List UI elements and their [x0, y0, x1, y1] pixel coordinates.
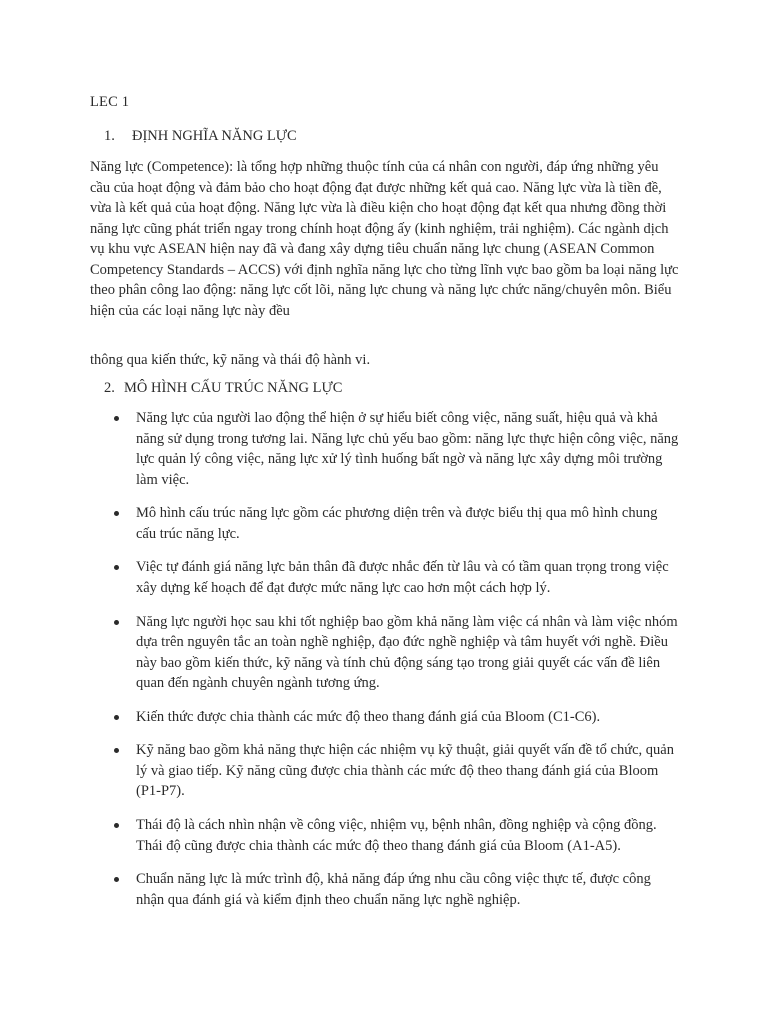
list-item [110, 815, 680, 856]
section-2-title: MÔ HÌNH CẤU TRÚC NĂNG LỰC [124, 380, 343, 396]
list-item [110, 557, 680, 598]
list-item [110, 408, 680, 490]
list-item [110, 707, 680, 728]
bullet-icon [114, 416, 119, 421]
section-1-title: ĐỊNH NGHĨA NĂNG LỰC [132, 128, 297, 144]
bullet-icon [114, 511, 119, 516]
section-1-number: 1. [104, 128, 115, 144]
list-item [110, 869, 680, 910]
list-item-text: Mô hình cấu trúc năng lực gồm các phương diện trên và được biểu thị qua mô hình chung cấu trúc năng lực. [136, 505, 658, 542]
lecture-title: LEC 1 [90, 94, 130, 110]
list-item [110, 740, 680, 802]
competency-model-list [110, 408, 680, 924]
list-item-text: Năng lực người học sau khi tốt nghiệp bao gồm khả năng làm việc cá nhân và làm việc nhóm dựa trên nguyên tắc an toàn nghề nghiệp, đạo đức nghề nghiệp và tâm huyết với nghề. Điều này bao gồm kiến thức, kỹ năng và tính chủ động sáng tạo trong giải quyết các vấn đề liên quan đến ngành chuyên ngành tương ứng. [136, 613, 678, 692]
bullet-icon [114, 877, 119, 882]
bullet-icon [114, 748, 119, 753]
list-item-text: Thái độ là cách nhìn nhận về công việc, nhiệm vụ, bệnh nhân, đồng nghiệp và cộng đồng. Thái độ cũng được chia thành các mức độ theo thang đánh giá của Bloom (A1-A5). [136, 817, 657, 854]
definition-paragraph-continued: thông qua kiến thức, kỹ năng và thái độ hành vi. [90, 352, 371, 368]
list-item-text: Việc tự đánh giá năng lực bản thân đã được nhắc đến từ lâu và có tầm quan trọng trong việc xây dựng kế hoạch để đạt được mức năng lực cao hơn một cách hợp lý. [136, 559, 669, 596]
bullet-icon [114, 620, 119, 625]
list-item-text: Kiến thức được chia thành các mức độ theo thang đánh giá của Bloom (C1-C6). [136, 708, 601, 725]
definition-paragraph: Năng lực (Competence): là tổng hợp những thuộc tính của cá nhân con người, đáp ứng những yêu cầu của hoạt động và đảm bảo cho hoạt động đạt được những kết quả cao. Năng lực vừa là tiền đề, vừa là kết quả của hoạt động. Năng lực vừa là điều kiện cho hoạt động đạt kết qua nhưng đồng thời năng lực cũng phát triển ngay trong chính hoạt động ấy (kinh nghiệm, trải nghiệm). Các ngành dịch vụ khu vực ASEAN hiện nay đã và đang xây dựng tiêu chuẩn năng lực chung (ASEAN Common Competency Standards – ACCS) với định nghĩa năng lực cho từng lĩnh vực bao gồm ba loại năng lực theo phân công lao động: năng lực cốt lõi, năng lực chung và năng lực chức năng/chuyên môn. Biểu hiện của các loại năng lực này đều [90, 159, 679, 319]
list-item [110, 503, 680, 544]
bullet-icon [114, 715, 119, 720]
bullet-icon [114, 823, 119, 828]
section-2-heading [104, 380, 342, 397]
section-1-heading [104, 128, 297, 145]
section-2-number: 2. [104, 380, 115, 396]
list-item-text: Chuẩn năng lực là mức trình độ, khả năng đáp ứng nhu cầu công việc thực tế, được công nhận qua đánh giá và kiểm định theo chuẩn năng lực nghề nghiệp. [136, 871, 651, 908]
bullet-icon [114, 565, 119, 570]
list-item-text: Năng lực của người lao động thể hiện ở sự hiểu biết công việc, năng suất, hiệu quả và khả năng sử dụng trong tương lai. Năng lực chủ yếu bao gồm: năng lực thực hiện công việc, năng lực quản lý công việc, năng lực xử lý tình huống bất ngờ và năng lực xây dựng môi trường làm việc. [136, 410, 679, 488]
list-item-text: Kỹ năng bao gồm khả năng thực hiện các nhiệm vụ kỹ thuật, giải quyết vấn đề tổ chức, quản lý và giao tiếp. Kỹ năng cũng được chia thành các mức độ theo thang đánh giá của Bloom (P1-P7). [136, 742, 674, 800]
list-item [110, 612, 680, 694]
